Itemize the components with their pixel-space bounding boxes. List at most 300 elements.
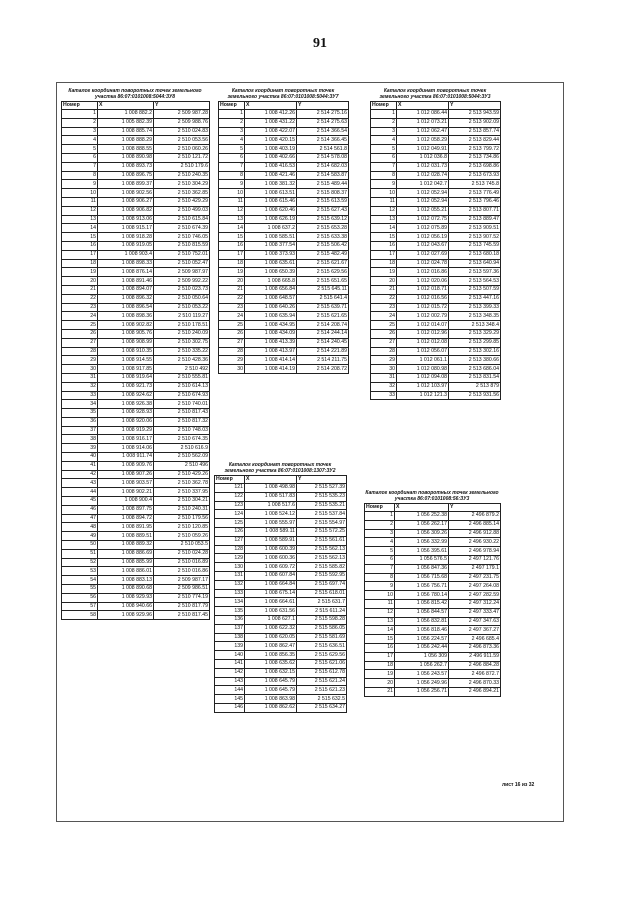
point-number-cell: 46: [62, 505, 98, 514]
table-row: [219, 329, 349, 338]
point-number-cell: 9: [62, 180, 98, 189]
x-coordinate-cell: 1 008 919.29: [98, 426, 154, 435]
y-coordinate-cell: 2 515 621.23: [297, 686, 347, 695]
point-number-cell: 30: [219, 365, 245, 374]
y-coordinate-cell: 2 510 615.84: [154, 215, 210, 224]
x-coordinate-cell: 1 008 915.17: [98, 224, 154, 233]
x-coordinate-cell: 1 008 929.93: [98, 593, 154, 602]
table-row: [365, 679, 501, 688]
x-coordinate-cell: 1 056 847.36: [395, 564, 449, 573]
x-coordinate-cell: 1 012 121.3: [397, 391, 449, 400]
y-coordinate-cell: 2 513 745.8: [449, 180, 501, 189]
y-coordinate-cell: 2 510 362.78: [154, 479, 210, 488]
point-number-cell: 57: [62, 602, 98, 611]
x-coordinate-cell: 1 012 086.44: [397, 110, 449, 119]
table-row: [219, 277, 349, 286]
column-header: Y: [154, 102, 210, 110]
x-coordinate-cell: 1 008 631.56: [245, 607, 297, 616]
table-row: [219, 110, 349, 119]
table-row: [371, 338, 501, 347]
point-number-cell: 13: [365, 617, 395, 626]
x-coordinate-cell: 1 005 882.39: [98, 118, 154, 127]
x-coordinate-cell: 1 008 656.84: [245, 285, 297, 294]
table-row: [219, 180, 349, 189]
x-coordinate-cell: 1 008 863.98: [245, 695, 297, 704]
x-coordinate-cell: 1 008 555.97: [245, 519, 297, 528]
point-number-cell: 132: [215, 580, 245, 589]
y-coordinate-cell: 2 510 499.03: [154, 206, 210, 215]
x-coordinate-cell: 1 012 028.74: [397, 171, 449, 180]
table-row: [62, 470, 210, 479]
point-number-cell: 27: [219, 338, 245, 347]
table-caption: Каталог координат поворотных точек земельного участка 86:07:0101008:5044:ЗУ3: [379, 88, 491, 100]
table-row: [215, 545, 347, 554]
y-coordinate-cell: 2 515 629.56: [297, 268, 349, 277]
column-header: Номер: [371, 102, 397, 110]
table-row: [365, 591, 501, 600]
point-number-cell: 144: [215, 686, 245, 695]
table-header-row: [215, 476, 347, 484]
y-coordinate-cell: 2 515 627.43: [297, 206, 349, 215]
point-number-cell: 16: [62, 241, 98, 250]
y-coordinate-cell: 2 515 592.95: [297, 571, 347, 580]
x-coordinate-cell: 1 008 498.98: [245, 484, 297, 493]
x-coordinate-cell: 1 056 756.71: [395, 582, 449, 591]
table-row: [215, 703, 347, 712]
x-coordinate-cell: 1 008 909.76: [98, 461, 154, 470]
table-row: [365, 547, 501, 556]
table-row: [215, 571, 347, 580]
y-coordinate-cell: 2 515 613.59: [297, 197, 349, 206]
point-number-cell: 4: [62, 136, 98, 145]
x-coordinate-cell: 1 008 891.95: [98, 523, 154, 532]
table-row: [215, 484, 347, 493]
x-coordinate-cell: 1 008 422.07: [245, 127, 297, 136]
table-row: [62, 514, 210, 523]
x-coordinate-cell: 1 008 906.27: [98, 197, 154, 206]
x-coordinate-cell: 1 008 615.46: [245, 197, 297, 206]
x-coordinate-cell: 1 008 434.95: [245, 321, 297, 330]
point-number-cell: 5: [365, 547, 395, 556]
table-row: [62, 602, 210, 611]
y-coordinate-cell: 2 497 347.63: [449, 617, 501, 626]
x-coordinate-cell: 1 008 917.85: [98, 365, 154, 374]
x-coordinate-cell: 1 056 252.38: [395, 512, 449, 521]
y-coordinate-cell: 2 515 562.13: [297, 554, 347, 563]
y-coordinate-cell: 2 497 264.08: [449, 582, 501, 591]
x-coordinate-cell: 1 012 012.96: [397, 329, 449, 338]
table-row: [215, 563, 347, 572]
y-coordinate-cell: 2 515 633.38: [297, 233, 349, 242]
point-number-cell: 127: [215, 536, 245, 545]
table-row: [215, 536, 347, 545]
y-coordinate-cell: 2 497 367.27: [449, 626, 501, 635]
table-row: [219, 206, 349, 215]
table-row: [62, 461, 210, 470]
table-row: [62, 277, 210, 286]
x-coordinate-cell: 1 012 055.21: [397, 206, 449, 215]
x-coordinate-cell: 1 008 902.82: [98, 321, 154, 330]
x-coordinate-cell: 1 008 913.06: [98, 215, 154, 224]
x-coordinate-cell: 1 008 403.19: [245, 145, 297, 154]
y-coordinate-cell: 2 513 931.56: [449, 391, 501, 400]
x-coordinate-cell: 1 008 889.32: [98, 541, 154, 550]
point-number-cell: 27: [62, 338, 98, 347]
table-row: [62, 400, 210, 409]
table-row: [371, 277, 501, 286]
table-row: [371, 347, 501, 356]
point-number-cell: 20: [371, 277, 397, 286]
x-coordinate-cell: 1 012 014.07: [397, 321, 449, 330]
point-number-cell: 32: [62, 382, 98, 391]
y-coordinate-cell: 2 497 312.24: [449, 599, 501, 608]
x-coordinate-cell: 1 008 635.61: [245, 259, 297, 268]
column-header: Номер: [62, 102, 98, 110]
y-coordinate-cell: 2 513 776.49: [449, 189, 501, 198]
table-row: [62, 382, 210, 391]
y-coordinate-cell: 2 514 275.16: [297, 110, 349, 119]
y-coordinate-cell: 2 514 240.45: [297, 338, 349, 347]
y-coordinate-cell: 2 513 943.59: [449, 110, 501, 119]
table-row: [62, 479, 210, 488]
table-caption: Каталог координат поворотных точек земельного участка 86:07:0101008:5044:ЗУ8: [68, 88, 202, 100]
column-header: X: [245, 476, 297, 484]
y-coordinate-cell: 2 515 808.37: [297, 189, 349, 198]
column-header: Номер: [215, 476, 245, 484]
x-coordinate-cell: 1 012 052.94: [397, 197, 449, 206]
table-row: [62, 444, 210, 453]
table-row: [62, 488, 210, 497]
table-row: [62, 365, 210, 374]
y-coordinate-cell: 2 513 507.59: [449, 285, 501, 294]
y-coordinate-cell: 2 515 621.06: [297, 659, 347, 668]
table-row: [365, 582, 501, 591]
point-number-cell: 33: [62, 391, 98, 400]
point-number-cell: 31: [62, 373, 98, 382]
y-coordinate-cell: 2 496 978.94: [449, 547, 501, 556]
x-coordinate-cell: 1 008 414.19: [245, 365, 297, 374]
table-row: [62, 171, 210, 180]
y-coordinate-cell: 2 513 597.36: [449, 268, 501, 277]
table-row: [219, 338, 349, 347]
table-row: [371, 145, 501, 154]
y-coordinate-cell: 2 496 894.21: [449, 687, 501, 696]
y-coordinate-cell: 2 513 799.72: [449, 145, 501, 154]
x-coordinate-cell: 1 008 637.2: [245, 224, 297, 233]
point-number-cell: 19: [62, 268, 98, 277]
point-number-cell: 30: [62, 365, 98, 374]
y-coordinate-cell: 2 510 362.85: [154, 189, 210, 198]
x-coordinate-cell: 1 008 876.14: [98, 268, 154, 277]
point-number-cell: 8: [219, 171, 245, 180]
table-caption: Каталог координат поворотных точек земельного участка 86:07:0101008:5044:ЗУ7: [227, 88, 339, 100]
table-row: [365, 643, 501, 652]
x-coordinate-cell: 1 008 886.01: [98, 567, 154, 576]
table-row: [62, 567, 210, 576]
table-row: [219, 321, 349, 330]
y-coordinate-cell: 2 515 554.97: [297, 519, 347, 528]
y-coordinate-cell: 2 513 686.04: [449, 365, 501, 374]
y-coordinate-cell: 2 514 211.75: [297, 356, 349, 365]
x-coordinate-cell: 1 012 049.91: [397, 145, 449, 154]
x-coordinate-cell: 1 012 012.08: [397, 338, 449, 347]
table-row: [62, 136, 210, 145]
table-caption: Каталог координат поворотных точек земельного участка 86:07:0101008:1307:ЗУ2: [224, 462, 336, 474]
table-row: [215, 695, 347, 704]
x-coordinate-cell: 1 008 664.61: [245, 598, 297, 607]
y-coordinate-cell: 2 515 586.05: [297, 624, 347, 633]
y-coordinate-cell: 2 496 885.14: [449, 520, 501, 529]
y-coordinate-cell: 2 513 829.44: [449, 136, 501, 145]
y-coordinate-cell: 2 515 651.65: [297, 277, 349, 286]
y-coordinate-cell: 2 515 621.67: [297, 259, 349, 268]
coord-table-block-5: [364, 490, 501, 697]
y-coordinate-cell: 2 510 023.73: [154, 285, 210, 294]
point-number-cell: 129: [215, 554, 245, 563]
y-coordinate-cell: 2 515 632.5: [297, 695, 347, 704]
x-coordinate-cell: 1 056 818.46: [395, 626, 449, 635]
table-row: [365, 670, 501, 679]
table-row: [371, 250, 501, 259]
x-coordinate-cell: 1 008 900.4: [98, 497, 154, 506]
column-header: Номер: [219, 102, 245, 110]
table-row: [219, 145, 349, 154]
point-number-cell: 13: [219, 215, 245, 224]
y-coordinate-cell: 2 515 489.44: [297, 180, 349, 189]
table-row: [62, 250, 210, 259]
point-number-cell: 1: [365, 512, 395, 521]
table-row: [371, 136, 501, 145]
x-coordinate-cell: 1 008 883.13: [98, 576, 154, 585]
point-number-cell: 13: [62, 215, 98, 224]
y-coordinate-cell: 2 515 639.71: [297, 303, 349, 312]
y-coordinate-cell: 2 513 902.09: [449, 118, 501, 127]
y-coordinate-cell: 2 515 598.28: [297, 615, 347, 624]
table-row: [365, 652, 501, 661]
point-number-cell: 12: [365, 608, 395, 617]
point-number-cell: 1: [62, 110, 98, 119]
table-row: [62, 329, 210, 338]
table-row: [219, 153, 349, 162]
table-row: [62, 153, 210, 162]
x-coordinate-cell: 1 008 373.93: [245, 250, 297, 259]
x-coordinate-cell: 1 008 907.26: [98, 470, 154, 479]
x-coordinate-cell: 1 008 664.84: [245, 580, 297, 589]
y-coordinate-cell: 2 497 231.75: [449, 573, 501, 582]
point-number-cell: 22: [219, 294, 245, 303]
table-row: [219, 233, 349, 242]
y-coordinate-cell: 2 513 329.29: [449, 329, 501, 338]
y-coordinate-cell: 2 510 429.26: [154, 470, 210, 479]
point-number-cell: 35: [62, 409, 98, 418]
x-coordinate-cell: 1 008 620.46: [245, 206, 297, 215]
point-number-cell: 4: [219, 136, 245, 145]
point-number-cell: 47: [62, 514, 98, 523]
x-coordinate-cell: 1 056 256.71: [395, 687, 449, 696]
y-coordinate-cell: 2 510 492: [154, 365, 210, 374]
y-coordinate-cell: 2 513 380.66: [449, 356, 501, 365]
point-number-cell: 18: [219, 259, 245, 268]
y-coordinate-cell: 2 515 639.12: [297, 215, 349, 224]
point-number-cell: 15: [219, 233, 245, 242]
table-row: [371, 241, 501, 250]
y-coordinate-cell: 2 496 872.7: [449, 670, 501, 679]
point-number-cell: 15: [365, 635, 395, 644]
point-number-cell: 142: [215, 668, 245, 677]
x-coordinate-cell: 1 008 896.32: [98, 294, 154, 303]
point-number-cell: 145: [215, 695, 245, 704]
point-number-cell: 26: [219, 329, 245, 338]
table-row: [371, 365, 501, 374]
y-coordinate-cell: 2 515 527.39: [297, 484, 347, 493]
x-coordinate-cell: 1 008 885.99: [98, 558, 154, 567]
coord-table: [370, 101, 501, 400]
x-coordinate-cell: 1 008 886.69: [98, 549, 154, 558]
table-row: [62, 118, 210, 127]
y-coordinate-cell: 2 514 275.63: [297, 118, 349, 127]
x-coordinate-cell: 1 008 918.28: [98, 233, 154, 242]
table-row: [62, 541, 210, 550]
y-coordinate-cell: 2 510 616.9: [154, 444, 210, 453]
x-coordinate-cell: 1 008 524.12: [245, 510, 297, 519]
y-coordinate-cell: 2 510 817.32: [154, 417, 210, 426]
point-number-cell: 25: [219, 321, 245, 330]
y-coordinate-cell: 2 510 024.28: [154, 549, 210, 558]
x-coordinate-cell: 1 012 072.75: [397, 215, 449, 224]
y-coordinate-cell: 2 510 052.47: [154, 259, 210, 268]
table-row: [219, 303, 349, 312]
y-coordinate-cell: 2 513 302.16: [449, 347, 501, 356]
table-row: [62, 497, 210, 506]
point-number-cell: 7: [219, 162, 245, 171]
y-coordinate-cell: 2 513 831.54: [449, 373, 501, 382]
y-coordinate-cell: 2 510 562.09: [154, 453, 210, 462]
x-coordinate-cell: 1 008 416.53: [245, 162, 297, 171]
x-coordinate-cell: 1 008 635.94: [245, 312, 297, 321]
x-coordinate-cell: 1 008 929.96: [98, 611, 154, 620]
table-row: [365, 555, 501, 564]
table-row: [62, 285, 210, 294]
y-coordinate-cell: 2 515 612.78: [297, 668, 347, 677]
x-coordinate-cell: 1 008 899.37: [98, 180, 154, 189]
y-coordinate-cell: 2 510 555.81: [154, 373, 210, 382]
x-coordinate-cell: 1 012 061.1: [397, 356, 449, 365]
point-number-cell: 18: [371, 259, 397, 268]
y-coordinate-cell: 2 510 119.27: [154, 312, 210, 321]
x-coordinate-cell: 1 008 431.22: [245, 118, 297, 127]
y-coordinate-cell: 2 513 909.51: [449, 224, 501, 233]
column-header: Y: [449, 102, 501, 110]
table-row: [219, 347, 349, 356]
point-number-cell: 16: [371, 241, 397, 250]
point-number-cell: 19: [219, 268, 245, 277]
y-coordinate-cell: 2 515 618.01: [297, 589, 347, 598]
y-coordinate-cell: 2 510 428.36: [154, 356, 210, 365]
x-coordinate-cell: 1 008 600.39: [245, 545, 297, 554]
y-coordinate-cell: 2 497 333.47: [449, 608, 501, 617]
y-coordinate-cell: 2 513 734.86: [449, 153, 501, 162]
y-coordinate-cell: 2 514 366.54: [297, 127, 349, 136]
table-row: [215, 492, 347, 501]
table-row: [215, 527, 347, 536]
point-number-cell: 12: [62, 206, 98, 215]
point-number-cell: 21: [219, 285, 245, 294]
table-row: [365, 529, 501, 538]
table-row: [62, 259, 210, 268]
table-row: [219, 285, 349, 294]
point-number-cell: 15: [371, 233, 397, 242]
y-coordinate-cell: 2 509 987.97: [154, 268, 210, 277]
table-row: [62, 189, 210, 198]
column-header: X: [245, 102, 297, 110]
y-coordinate-cell: 2 509 992.22: [154, 277, 210, 286]
point-number-cell: 51: [62, 549, 98, 558]
y-coordinate-cell: 2 515 537.84: [297, 510, 347, 519]
point-number-cell: 17: [365, 652, 395, 661]
point-number-cell: 19: [365, 670, 395, 679]
table-row: [371, 224, 501, 233]
y-coordinate-cell: 2 513 879: [449, 382, 501, 391]
point-number-cell: 30: [371, 365, 397, 374]
table-row: [62, 417, 210, 426]
x-coordinate-cell: 1 008 928.93: [98, 409, 154, 418]
point-number-cell: 17: [62, 250, 98, 259]
page-number: 91: [313, 36, 327, 51]
table-row: [219, 118, 349, 127]
point-number-cell: 8: [371, 171, 397, 180]
x-coordinate-cell: 1 008 921.73: [98, 382, 154, 391]
point-number-cell: 23: [219, 303, 245, 312]
x-coordinate-cell: 1 008 888.55: [98, 145, 154, 154]
x-coordinate-cell: 1 012 062.47: [397, 127, 449, 136]
y-coordinate-cell: 2 509 987.28: [154, 110, 210, 119]
point-number-cell: 52: [62, 558, 98, 567]
point-number-cell: 5: [371, 145, 397, 154]
table-row: [62, 558, 210, 567]
point-number-cell: 130: [215, 563, 245, 572]
y-coordinate-cell: 2 510 121.72: [154, 153, 210, 162]
point-number-cell: 146: [215, 703, 245, 712]
x-coordinate-cell: 1 012 075.89: [397, 224, 449, 233]
x-coordinate-cell: 1 012 094.08: [397, 373, 449, 382]
point-number-cell: 18: [62, 259, 98, 268]
point-number-cell: 49: [62, 532, 98, 541]
table-row: [219, 215, 349, 224]
y-coordinate-cell: 2 510 304.29: [154, 180, 210, 189]
table-row: [215, 651, 347, 660]
point-number-cell: 9: [365, 582, 395, 591]
table-row: [365, 608, 501, 617]
point-number-cell: 21: [371, 285, 397, 294]
table-row: [365, 626, 501, 635]
y-coordinate-cell: 2 513 348.35: [449, 312, 501, 321]
x-coordinate-cell: 1 008 894.72: [98, 514, 154, 523]
table-row: [215, 642, 347, 651]
table-row: [371, 215, 501, 224]
x-coordinate-cell: 1 008 632.15: [245, 668, 297, 677]
table-row: [371, 118, 501, 127]
coord-table: [61, 101, 210, 620]
table-row: [371, 233, 501, 242]
table-row: [219, 250, 349, 259]
x-coordinate-cell: 1 056 249.96: [395, 679, 449, 688]
x-coordinate-cell: 1 056 309: [395, 652, 449, 661]
y-coordinate-cell: 2 514 583.87: [297, 171, 349, 180]
table-row: [365, 573, 501, 582]
table-row: [371, 329, 501, 338]
point-number-cell: 10: [219, 189, 245, 198]
table-row: [62, 303, 210, 312]
